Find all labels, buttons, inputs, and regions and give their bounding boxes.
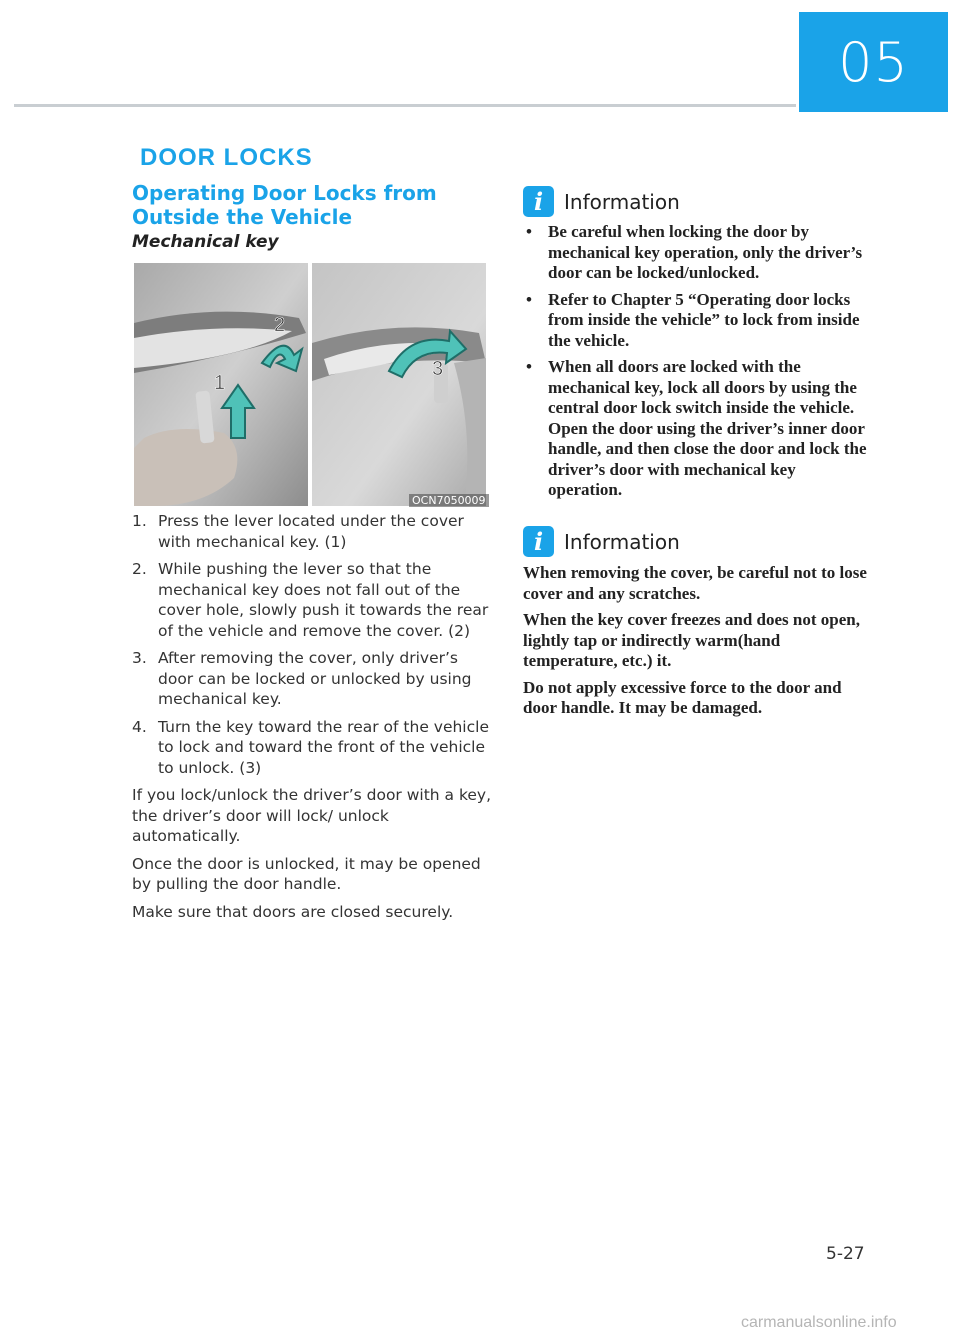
step-item	[132, 717, 492, 779]
bullet: •	[526, 289, 532, 309]
step-number: 4.	[132, 717, 147, 736]
step-number: 1.	[132, 512, 147, 530]
callout-3: 3	[432, 358, 444, 380]
bullet: •	[526, 357, 532, 376]
info-title: Information	[564, 529, 680, 554]
step-item	[132, 559, 492, 641]
step-text: Turn the key toward the rear of the vehicle to lock and toward the front of the vehicle to unlock. (3)	[158, 717, 489, 777]
step-item	[132, 511, 492, 552]
info-list-item	[523, 290, 871, 352]
info-paragraph: Do not apply excessive force to the door and door handle. It may be damaged.	[523, 677, 842, 717]
info-item-text: Refer to Chapter 5 “Operating door locks from inside the vehicle” to lock from inside the vehicle.	[548, 289, 860, 350]
info-body	[523, 222, 871, 507]
door-handle-illustration	[134, 263, 486, 506]
body-paragraph: Once the door is unlocked, it may be opened by pulling the door handle.	[132, 854, 481, 893]
callout-2: 2	[274, 314, 286, 336]
bullet: •	[526, 222, 532, 241]
subsection-subtitle: Mechanical key	[132, 232, 279, 252]
info-icon: i	[523, 186, 554, 217]
figure-code: OCN7050009	[409, 494, 489, 507]
page-number: 5-27	[826, 1244, 865, 1264]
body-paragraph: Make sure that doors are closed securely.	[132, 902, 454, 921]
chapter-tab: 05	[799, 12, 948, 112]
step-number: 2.	[132, 560, 147, 578]
info-paragraph: When the key cover freezes and does not open, lightly tap or indirectly warm(hand temperature, etc.) it.	[523, 610, 860, 670]
body-paragraph: If you lock/unlock the driver’s door with a key, the driver’s door will lock/ unlock automatically.	[132, 786, 492, 845]
info-list-item	[523, 222, 871, 284]
section-title: DOOR LOCKS	[140, 144, 313, 171]
step-text: Press the lever located under the cover with mechanical key. (1)	[158, 512, 464, 551]
info-item-text: When all doors are locked with the mechanical key, lock all doors by using the central door lock switch inside the vehicle. Open the door using the driver’s inner door handle, and then close the door and lock the driver’s door with mechanical key operation.	[548, 357, 867, 499]
info-list-item	[523, 357, 871, 501]
info-header	[523, 186, 680, 217]
info-item-text: Be careful when locking the door by mechanical key operation, only the driver’s door can be locked/unlocked.	[548, 222, 863, 282]
subsection-title: Operating Door Locks from Outside the Vehicle	[132, 181, 437, 229]
info-paragraph: When removing the cover, be careful not to lose cover and any scratches.	[523, 563, 867, 603]
header-rule	[14, 104, 796, 107]
info-icon: i	[523, 526, 554, 557]
step-number: 3.	[132, 649, 147, 667]
watermark: carmanualsonline.info	[741, 1314, 897, 1331]
info-title: Information	[564, 189, 680, 214]
step-text: While pushing the lever so that the mechanical key does not fall out of the cover hole, slowly push it towards the rear of the vehicle and remove the cover. (2)	[158, 560, 489, 640]
info-header	[523, 526, 680, 557]
door-handle-figure	[134, 263, 486, 506]
procedure-column	[132, 511, 492, 929]
procedure-steps	[132, 511, 492, 778]
callout-1: 1	[214, 372, 226, 394]
step-text: After removing the cover, only driver’s door can be locked or unlocked by using mechanical key.	[158, 649, 472, 708]
step-item	[132, 648, 492, 710]
info-body	[523, 563, 871, 725]
info-list	[523, 222, 871, 501]
